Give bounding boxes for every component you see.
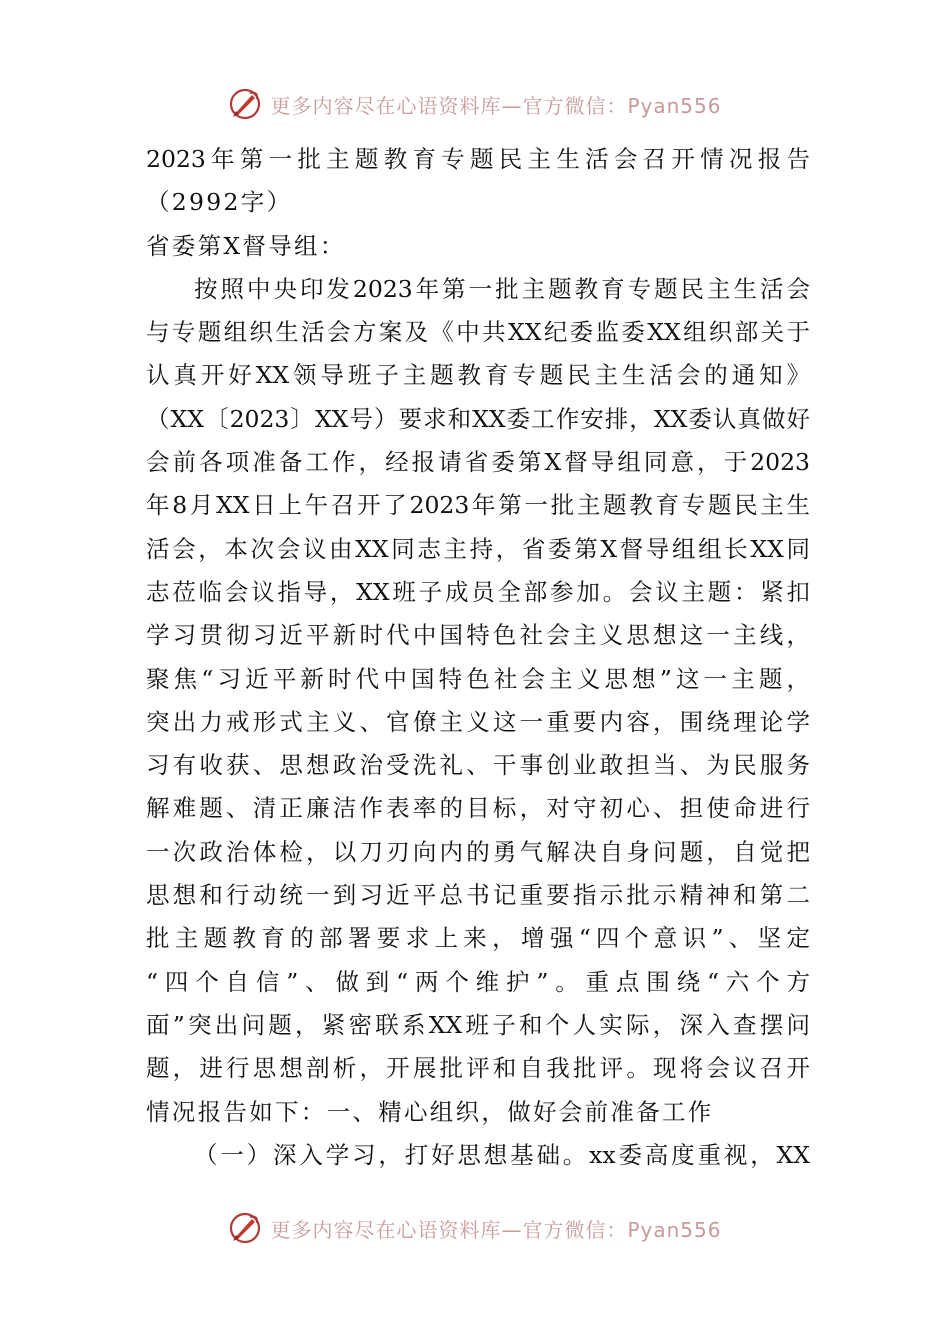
- paragraph-1-line: 按照中央印发2023年第一批主题教育专题民主生活会: [194, 274, 810, 303]
- document-body: [146, 138, 810, 1177]
- paragraph-1-line: 认真开好XX领导班子主题教育专题民主生活会的通知》: [146, 361, 810, 390]
- paragraph-1-line: 与专题组织生活会方案及《中共XX纪委监委XX组织部关于: [146, 318, 810, 347]
- quill-pen-circle-icon: [228, 1211, 262, 1245]
- watermark-footer: [0, 1208, 950, 1248]
- paragraph-1-line: 一次政治体检，以刀刃向内的勇气解决自身问题，自觉把: [146, 837, 810, 866]
- paragraph-1-line: 题，进行思想剖析，开展批评和自我批评。现将会议召开: [146, 1054, 810, 1083]
- document-title-line-2: （2992字）: [146, 188, 293, 217]
- paragraph-1-line: 学习贯彻习近平新时代中国特色社会主义思想这一主线，: [146, 621, 810, 650]
- paragraph-2-line: （一）深入学习，打好思想基础。xx委高度重视，XX: [194, 1140, 810, 1169]
- paragraph-1-line: 会前各项准备工作，经报请省委第X督导组同意，于2023: [146, 448, 810, 477]
- paragraph-1-line: 志莅临会议指导，XX班子成员全部参加。会议主题：紧扣: [146, 577, 810, 606]
- paragraph-1-line: （XX〔2023〕XX号）要求和XX委工作安排，XX委认真做好: [146, 404, 810, 433]
- paragraph-1-line: 思想和行动统一到习近平总书记重要指示批示精神和第二: [146, 881, 810, 910]
- watermark-header: [0, 84, 950, 124]
- paragraph-1-line: 习有收获、思想政治受洗礼、干事创业敢担当、为民服务: [146, 751, 810, 780]
- document-title-line-1: 2023年第一批主题教育专题民主生活会召开情况报告: [146, 145, 810, 173]
- paragraph-1-line: 聚焦“习近平新时代中国特色社会主义思想”这一主题，: [146, 664, 810, 693]
- quill-pen-circle-icon: [228, 87, 262, 121]
- salutation: 省委第X督导组：: [146, 231, 346, 260]
- paragraph-1-line: 批主题教育的部署要求上来，增强“四个意识”、坚定: [146, 924, 810, 953]
- paragraph-1-line: 突出力戒形式主义、官僚主义这一重要内容，围绕理论学: [146, 707, 810, 736]
- paragraph-1-line: 年8月XX日上午召开了2023年第一批主题教育专题民主生: [146, 491, 810, 520]
- paragraph-1-line: “四个自信”、做到“两个维护”。重点围绕“六个方: [146, 967, 810, 996]
- paragraph-1-line: 解难题、清正廉洁作表率的目标，对守初心、担使命进行: [146, 794, 810, 823]
- watermark-text: 更多内容尽在心语资料库—官方微信：Pyan556: [270, 93, 722, 118]
- paragraph-1-line: 情况报告如下：一、精心组织，做好会前准备工作: [146, 1097, 714, 1126]
- watermark-text: 更多内容尽在心语资料库—官方微信：Pyan556: [270, 1217, 722, 1242]
- paragraph-1-line: 面”突出问题，紧密联系XX班子和个人实际，深入查摆问: [146, 1010, 810, 1039]
- paragraph-1-line: 活会，本次会议由XX同志主持，省委第X督导组组长XX同: [146, 534, 810, 563]
